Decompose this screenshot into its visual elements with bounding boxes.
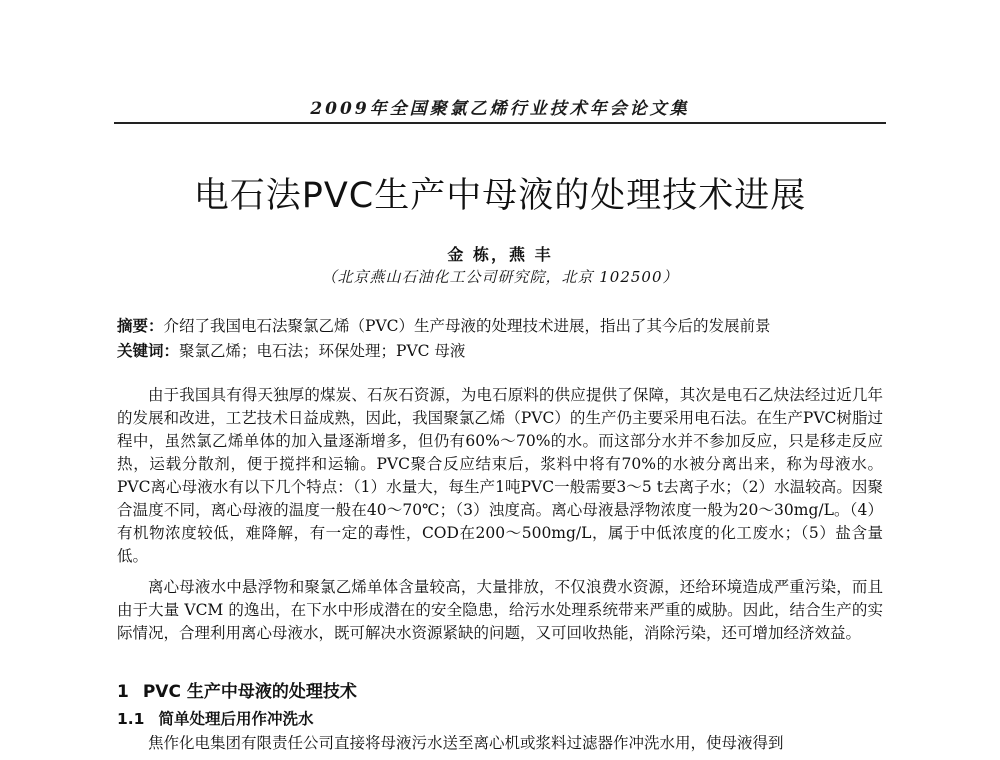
authors: 金 栋，燕 丰	[447, 245, 553, 264]
body-paragraph-1	[117, 384, 883, 568]
subsection-number: 1.1	[117, 710, 145, 728]
paragraph: 由于我国具有得天独厚的煤炭、石灰石资源，为电石原料的供应提供了保障，其次是电石乙炔法经过近几年的发展和改进，工艺技术日益成熟，因此，我国聚氯乙烯（PVC）的生产仍主要采用电石法。在生产PVC树脂过程中，虽然氯乙烯单体的加入量逐渐增多，但仍有60%～70%的水。而这部分水并不参加反应，只是移走反应热，运载分散剂，便于搅拌和运输。PVC聚合反应结束后，浆料中将有70%的水被分离出来，称为母液水。PVC离心母液水有以下几个特点：（1）水量大，每生产1吨PVC一般需要3～5 t去离子水；（2）水温较高。因聚合温度不同，离心母液的温度一般在40～70℃；（3）浊度高。离心母液悬浮物浓度一般为20～30mg/L。（4）有机物浓度较低，难降解，有一定的毒性，COD在200～500mg/L，属于中低浓度的化工废水；（5）盐含量低。	[117, 386, 883, 565]
body-paragraph-2	[117, 576, 883, 645]
abstract-label: 摘要：	[117, 317, 164, 335]
section-number: 1	[117, 682, 129, 702]
body-paragraph-3	[117, 732, 883, 755]
affiliation: （北京燕山石油化工公司研究院，北京 102500）	[321, 268, 679, 286]
section-heading	[117, 677, 357, 702]
paper-title: 电石法PVC生产中母液的处理技术进展	[193, 176, 807, 216]
abstract	[117, 314, 771, 336]
keywords-text: 聚氯乙烯；电石法；环保处理；PVC 母液	[179, 342, 466, 360]
paragraph: 离心母液水中悬浮物和聚氯乙烯单体含量较高，大量排放，不仅浪费水资源，还给环境造成严重污染，而且由于大量 VCM 的逸出，在下水中形成潜在的安全隐患，给污水处理系统带来严重的威胁。因此，结合生产的实际情况，合理利用离心母液水，既可解决水资源紧缺的问题，又可回收热能，消除污染，还可增加经济效益。	[117, 578, 883, 642]
section-title: PVC 生产中母液的处理技术	[142, 682, 357, 702]
subsection-heading	[117, 707, 313, 729]
subsection-title: 简单处理后用作冲洗水	[158, 710, 314, 728]
header-rule	[114, 122, 886, 124]
paragraph: 焦作化电集团有限责任公司直接将母液污水送至离心机或浆料过滤器作冲洗水用，使母液得到	[148, 734, 784, 752]
keywords-label: 关键词：	[117, 342, 180, 360]
abstract-text: 介绍了我国电石法聚氯乙烯（PVC）生产母液的处理技术进展，指出了其今后的发展前景	[163, 317, 771, 335]
keywords	[117, 339, 465, 361]
running-header: 2009年全国聚氯乙烯行业技术年会论文集	[310, 99, 690, 119]
